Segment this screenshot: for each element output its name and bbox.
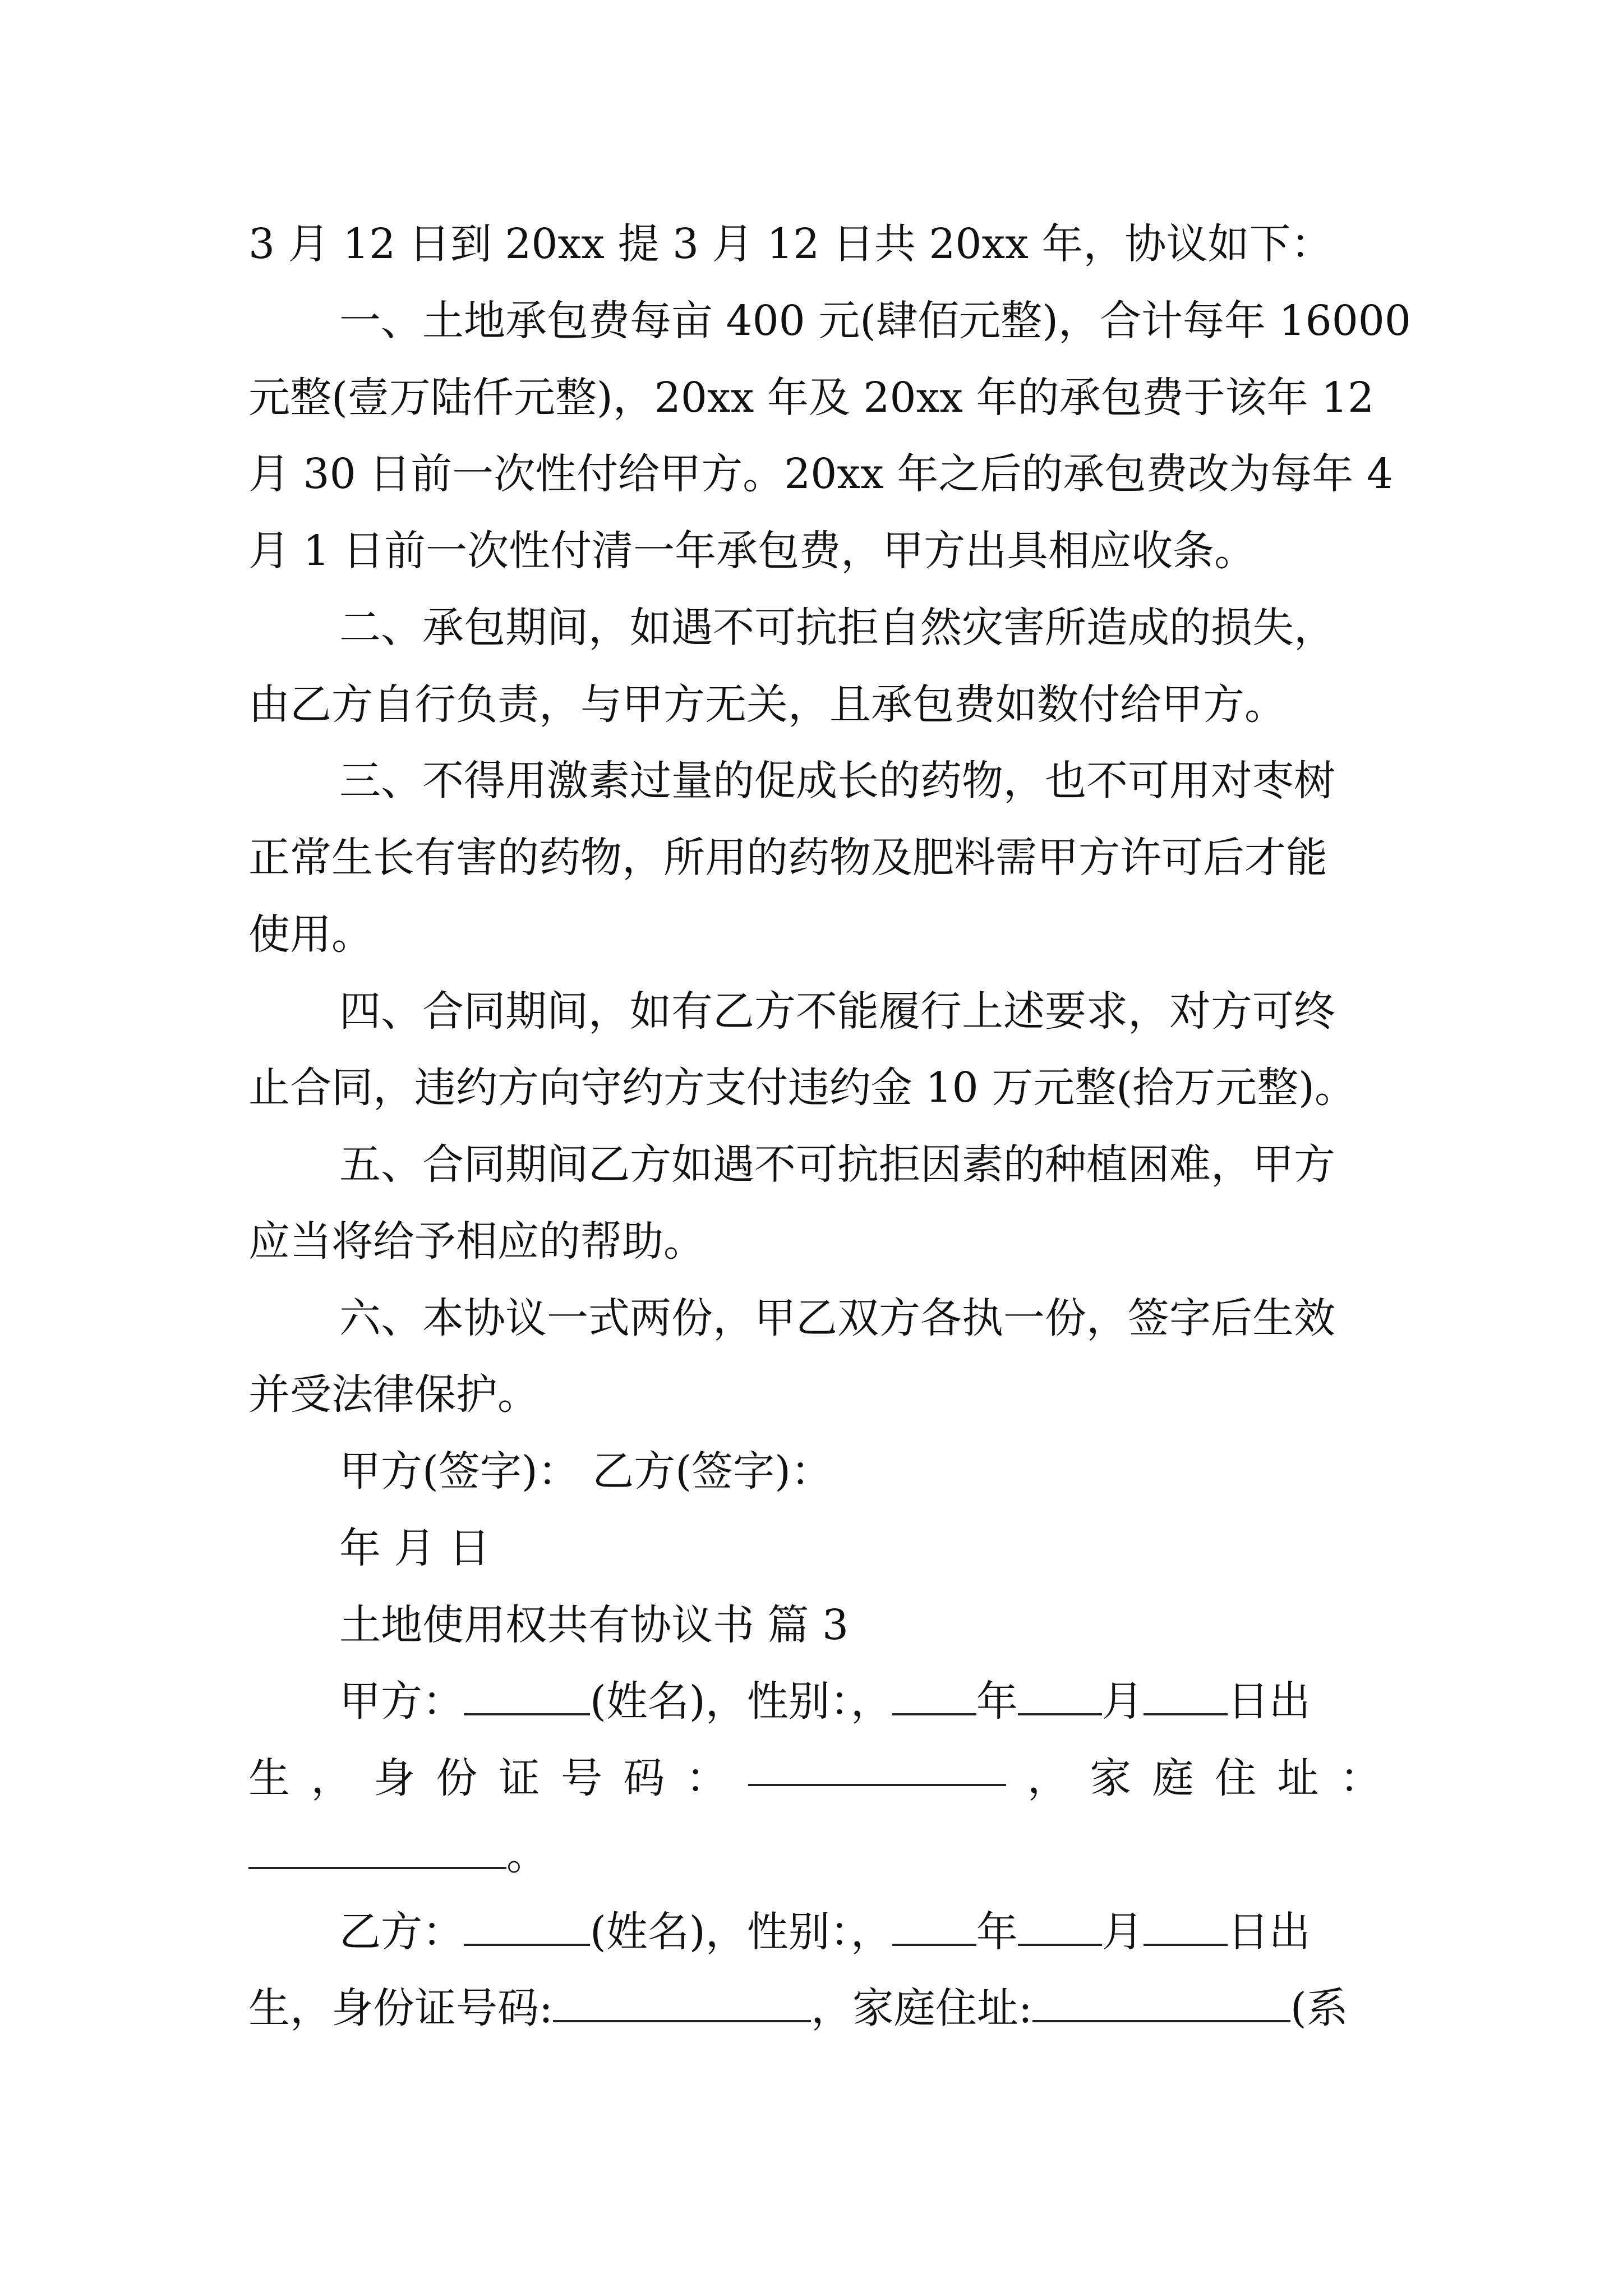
text-line: 四、合同期间，如有乙方不能履行上述要求，对方可终 [339,987,1335,1036]
month-label: 月 [1101,1908,1144,1956]
char: 份 [436,1754,478,1802]
char: 庭 [1152,1754,1194,1802]
party-a-line-2 [248,1750,1381,1806]
birth-month-blank[interactable] [1018,1680,1102,1715]
party-b-line-1 [339,1904,1489,1960]
char: ： [685,1754,727,1802]
char: 码 [623,1754,665,1802]
char: 住 [1215,1754,1257,1802]
address-blank[interactable] [248,1833,506,1869]
char: 址 [1277,1754,1319,1802]
char: 证 [498,1754,540,1802]
trailing-text: (系 [1290,1984,1348,2032]
char: 生 [248,1754,290,1802]
id-number-blank[interactable] [553,1986,811,2022]
text-line: 元整(壹万陆仟元整)，20xx 年及 20xx 年的承包费于该年 12 [248,374,1375,422]
party-b-name-suffix: (姓名)，性别：， [590,1908,892,1956]
address-label: ，家庭住址: [810,1984,1032,2032]
char: 号 [561,1754,603,1802]
year-label: 年 [976,1677,1018,1726]
party-a-line-3 [248,1827,1398,1883]
period: 。 [506,1831,548,1879]
char: 家 [1090,1754,1132,1802]
name-blank[interactable] [464,1680,590,1715]
text-line: 应当将给予相应的帮助。 [248,1217,705,1266]
char: ： [1339,1754,1381,1802]
birth-year-blank[interactable] [892,1910,976,1946]
party-b-line-2 [248,1980,1398,2036]
text-line: 3 月 12 日到 20xx 提 3 月 12 日共 20xx 年，协议如下： [248,220,1332,268]
text-line: 止合同，违约方向守约方支付违约金 10 万元整(拾万元整)。 [248,1064,1356,1112]
id-label: 生，身份证号码: [248,1984,553,2032]
char: 身 [373,1754,415,1802]
party-a-line-1 [339,1673,1489,1729]
text-line: 使用。 [248,910,373,959]
birth-month-blank[interactable] [1018,1910,1102,1946]
party-b-label: 乙方： [339,1908,464,1956]
date-line: 年 月 日 [339,1524,491,1572]
text-line: 由乙方自行负责，与甲方无关，且承包费如数付给甲方。 [248,680,1286,729]
text-line: 一、土地承包费每亩 400 元(肆佰元整)，合计每年 16000 [339,297,1411,345]
party-a-label: 甲方： [339,1677,464,1726]
text-line: 月 30 日前一次性付给甲方。20xx 年之后的承包费改为每年 4 [248,450,1393,498]
party-a-name-suffix: (姓名)，性别：， [590,1677,892,1726]
name-blank[interactable] [464,1910,590,1946]
text-line: 正常生长有害的药物，所用的药物及肥料需甲方许可后才能 [248,834,1327,882]
text-line: 月 1 日前一次性付清一年承包费，甲方出具相应收条。 [248,527,1256,575]
char: ， [311,1754,353,1802]
day-label: 日出 [1227,1908,1311,1956]
address-blank[interactable] [1032,1986,1290,2022]
birth-year-blank[interactable] [892,1680,976,1715]
text-line: 并受法律保护。 [248,1370,539,1419]
id-number-blank[interactable] [748,1750,1006,1786]
text-line: 二、承包期间，如遇不可抗拒自然灾害所造成的损失， [339,604,1335,652]
char: ， [1027,1754,1069,1802]
signature-line: 甲方(签字)： 乙方(签字)： [339,1447,833,1496]
section-title: 土地使用权共有协议书 篇 3 [339,1601,849,1649]
birth-day-blank[interactable] [1144,1910,1228,1946]
text-line: 三、不得用激素过量的促成长的药物，也不可用对枣树 [339,757,1335,805]
month-label: 月 [1101,1677,1144,1726]
birth-day-blank[interactable] [1144,1680,1228,1715]
year-label: 年 [976,1908,1018,1956]
text-line: 六、本协议一式两份，甲乙双方各执一份，签字后生效 [339,1294,1335,1342]
day-label: 日出 [1227,1677,1311,1726]
text-line: 五、合同期间乙方如遇不可抗拒因素的种植困难，甲方 [339,1140,1335,1189]
